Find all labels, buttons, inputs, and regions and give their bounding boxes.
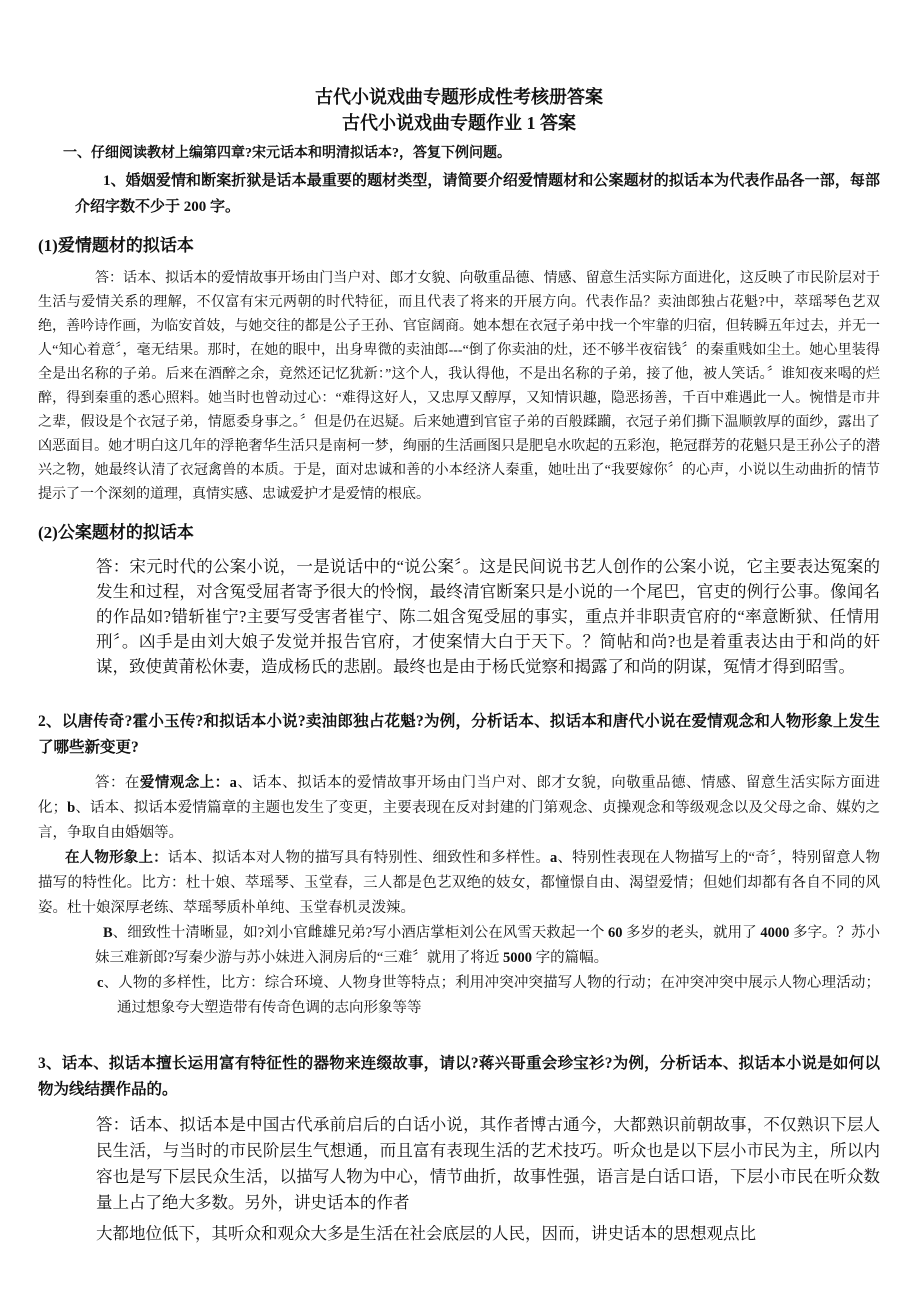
- answer2-variety-paragraph: [97, 971, 880, 1021]
- doc-subtitle: 古代小说戏曲专题作业 1 答案: [342, 113, 576, 133]
- text-segment: 答：在: [95, 775, 140, 791]
- text-segment: 字的篇幅。: [532, 950, 609, 966]
- text-segment: 、特别性表现在人物描写上的“奇〞，特别留意人物描写的特性化。比方：杜十娘、萃瑶琴、玉堂春，三人都是色艺双绝的妓女，都憧憬自由、渴望爱情；但她们却都有各自不同的风姿。杜十娘深厚老练、萃瑶琴质朴单纯、玉堂春机灵泼辣。: [38, 850, 881, 916]
- heading-case-huaben: (2)公案题材的拟话本: [38, 523, 194, 542]
- bold-item-a: a: [229, 775, 237, 791]
- text-segment: 、细致性十清晰显，如?刘小官雌雄兄弟?写小酒店掌柜刘公在风雪天救起一个: [112, 925, 608, 941]
- question-2: 2、以唐传奇?霍小玉传?和拟话本小说?卖油郎独占花魁?为例，分析话本、拟话本和唐代小说在爱情观念和人物形象上发生了哪些新变更?: [38, 713, 880, 756]
- doc-title: 古代小说戏曲专题形成性考核册答案: [315, 87, 603, 107]
- answer-case-paragraph: 答：宋元时代的公案小说，一是说话中的“说公案〞。这是民间说书艺人创作的公案小说，它主要表达冤案的发生和过程，对含冤受屈者寄予很大的怜悯，最终清官断案只是小说的一个尾巴，官吏的例行公事。像闻名的作品如?错斩崔宁?主要写受害者崔宁、陈二姐含冤受屈的事实，重点并非职责官府的“率意断狱、任情用刑〞。凶手是由刘大娘子发觉并报告官府，才使案情大白于天下。？简帖和尚?也是着重表达由于和尚的奸谋，致使黄莆松休妻，造成杨氏的悲剧。最终也是由于杨氏觉察和揭露了和尚的阴谋，冤情才得到昭雪。: [96, 557, 880, 676]
- text-segment: 、话本、拟话本的爱情故事开场由门当户对、郎才女貌，向敬重品德、情感、留意生活实际方面进化；: [38, 775, 881, 816]
- bold-love-view-label: 爱情观念上：: [139, 775, 230, 791]
- answer2-detail-paragraph: [95, 921, 880, 971]
- text-segment: 多字。？苏小妹三难新郎?写秦少游与苏小妹进入洞房后的“三难〞就用了将近: [95, 925, 881, 966]
- bold-item-b: b: [67, 800, 76, 816]
- bold-item-c: c: [97, 975, 104, 991]
- bold-figure-label: 在人物形象上：: [65, 850, 168, 866]
- question-3: 3、话本、拟话本擅长运用富有特征性的器物来连缀故事，请以?蒋兴哥重会珍宝衫?为例，分析话本、拟话本小说是如何以物为线结撰作品的。: [38, 1055, 880, 1098]
- answer-love-paragraph: 答：话本、拟话本的爱情故事开场由门当户对、郎才女貌、向敬重品德、情感、留意生活实际方面进化，这反映了市民阶层对于生活与爱情关系的理解，不仅富有宋元两朝的时代特征，而且代表了将来的开展方向。代表作品？卖油郎独占花魁?中，萃瑶琴色艺双绝，善吟诗作画，为临安首妓，与她交往的都是公子王孙、官宦阔商。她本想在衣冠子弟中找一个牢靠的归宿，但转瞬五年过去，并无一人“知心着意〞，毫无结果。那时，在她的眼中，出身卑微的卖油郎---“倒了你卖油的灶，还不够半夜宿钱〞的秦重贱如尘土。她心里装得全是出名称的子弟。后来在酒醉之余，竟然还记忆犹新：”这个人，我认得他，不是出名称的子弟，接了他，被人笑话。〞谁知夜来喝的烂醉，得到秦重的悉心照料。她当时也曾动过心：“难得这好人，又忠厚又醇厚，又知情识趣，隐恶扬善，千百中难遇此一人。惋惜是市井之辈，假设是个衣冠子弟，情愿委身事之。〞但是仍在迟疑。后来她遭到官宦子弟的百般蹂躏，衣冠子弟们撕下温顺敦厚的面纱，露出了凶恶面目。她才明白这几年的浮艳奢华生活只是南柯一梦，绚丽的生活画图只是肥皂水吹起的五彩泡，艳冠群芳的花魁只是王孙公子的潜兴之物，她最终认清了衣冠禽兽的本质。于是，面对忠诚和善的小本经济人秦重，她吐出了“我要嫁你〞的心声，小说以生动曲折的情节提示了一个深刻的道理，真情实感、忠诚爱护才是爱情的根底。: [38, 271, 880, 502]
- bold-number-4000: 4000: [760, 925, 790, 941]
- answer3-paragraph-2: 大都地位低下，其听众和观众大多是生活在社会底层的人民，因而，讲史话本的思想观点比: [96, 1224, 756, 1243]
- bold-number-5000: 5000: [503, 950, 532, 966]
- text-segment: 多岁的老头，就用了: [622, 925, 761, 941]
- heading-love-huaben: (1)爱情题材的拟话本: [38, 236, 194, 255]
- text-segment: 、人物的多样性，比方：综合环境、人物身世等特点；利用冲突冲突描写人物的行动；在冲突冲突中展示人物心理活动；通过想象夸大塑造带有传奇色调的志向形象等等: [103, 975, 880, 1016]
- answer3-paragraph-1: 答：话本、拟话本是中国古代承前启后的白话小说，其作者博古通今，大都熟识前朝故事，不仅熟识下层人民生活，与当时的市民阶层生气想通，而且富有表现生活的艺术技巧。听众也是以下层小市民为主，所以内容也是写下层民众生活，以描写人物为中心，情节曲折，故事性强，语言是白话口语，下层小市民在听众数量上占了绝大多数。另外，讲史话本的作者: [96, 1115, 880, 1212]
- bold-item-a: a: [550, 850, 558, 866]
- answer2-figure-paragraph: [38, 846, 880, 921]
- bold-number-60: 60: [607, 925, 623, 941]
- answer2-love-view-paragraph: [38, 771, 880, 846]
- bold-item-B: B: [103, 925, 113, 941]
- text-segment: 话本、拟话本对人物的描写具有特别性、细致性和多样性。: [167, 850, 551, 866]
- section-one-heading: 一、仔细阅读教材上编第四章?宋元话本和明清拟话本?，答复下例问题。: [63, 146, 511, 161]
- text-segment: 、话本、拟话本爱情篇章的主题也发生了变更，主要表现在反对封建的门第观念、贞操观念和等级观念以及父母之命、媒妁之言，争取自由婚姻等。: [38, 800, 881, 841]
- question-1: 1、婚姻爱情和断案折狱是话本最重要的题材类型，请简要介绍爱情题材和公案题材的拟话本为代表作品各一部，每部介绍字数不少于 200 字。: [75, 173, 880, 215]
